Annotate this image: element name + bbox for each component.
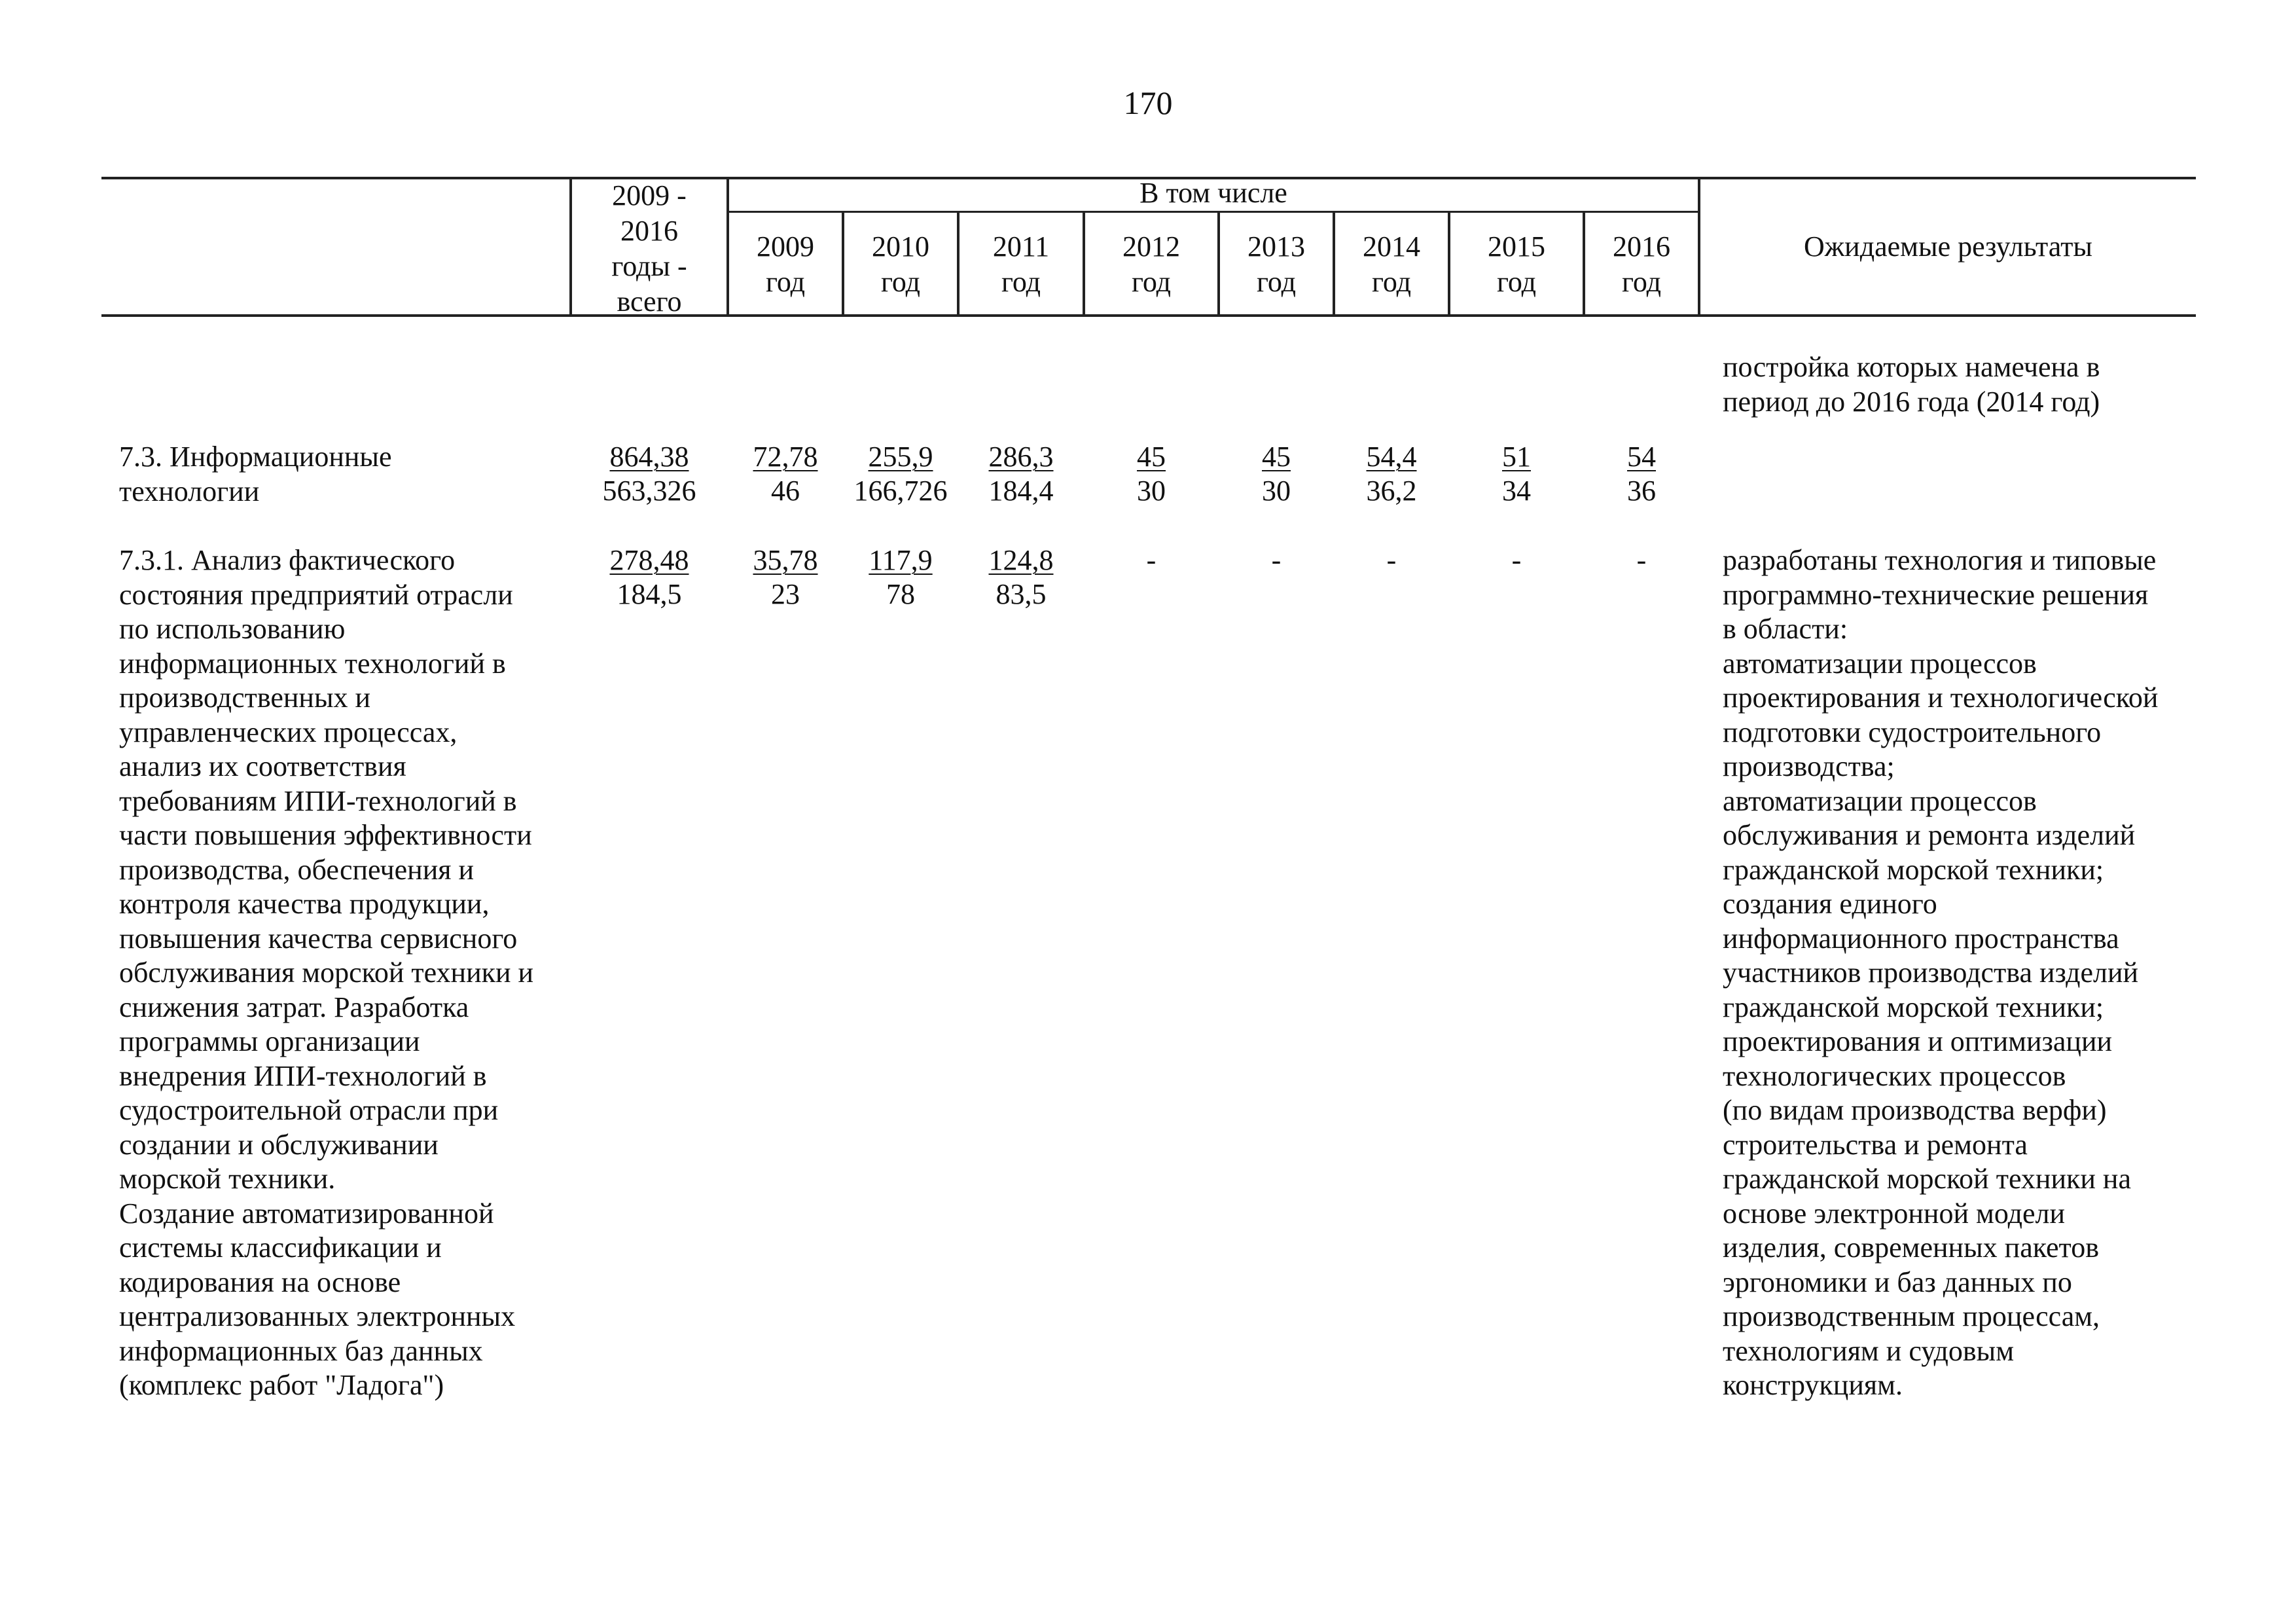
result-line: проектирования и технологической: [1723, 682, 2159, 714]
row-7-3-1-name: [119, 543, 590, 1403]
row-name-line: производственных и: [119, 682, 371, 714]
row-name-line: морской техники.: [119, 1163, 336, 1195]
header-year-unit: год: [1131, 266, 1172, 298]
row-7-3-2015: [1450, 440, 1583, 508]
row-name-line: по использованию: [119, 613, 346, 645]
row-7-3-2010: [844, 440, 957, 508]
result-line: автоматизации процессов: [1723, 647, 2037, 680]
result-line: гражданской морской техники на: [1723, 1163, 2131, 1195]
row-7-3-2012: [1085, 440, 1217, 508]
fraction-numerator: 117,9: [869, 544, 933, 576]
fraction-denominator: 36: [1627, 475, 1656, 507]
row-name-line: информационных технологий в: [119, 647, 506, 680]
including-underline-rule: [726, 211, 1698, 213]
result-line: программно-технические решения: [1723, 578, 2149, 611]
fraction-denominator: 78: [886, 578, 915, 610]
header-year-unit: год: [1256, 266, 1297, 298]
row-name-line: судостроительной отрасли при: [119, 1094, 499, 1126]
header-year-value: 2009: [757, 230, 814, 263]
result-line: разработаны технология и типовые: [1723, 544, 2157, 576]
row-7-3-total: [572, 440, 726, 508]
row-name-line: технологии: [119, 475, 260, 507]
fraction-numerator: 72,78: [753, 441, 818, 473]
header-year-unit: год: [880, 266, 921, 298]
row-name-line: повышения качества сервисного: [119, 922, 518, 955]
row-name-line: информационных баз данных: [119, 1334, 483, 1367]
row-7-3-2016: [1585, 440, 1698, 508]
row-name-line: (комплекс работ "Ладога"): [119, 1369, 444, 1401]
header-year-2015: [1450, 229, 1583, 300]
fraction-numerator: 54,4: [1366, 441, 1417, 473]
row-name-line: кодирования на основе: [119, 1266, 401, 1298]
header-year-value: 2015: [1488, 230, 1545, 263]
fraction-numerator: 45: [1137, 441, 1166, 473]
row-7-3-2014: [1335, 440, 1448, 508]
header-year-unit: год: [765, 266, 806, 298]
fraction-numerator: 54: [1627, 441, 1656, 473]
continuation-text: [1723, 350, 2259, 419]
fraction-denominator: 34: [1502, 475, 1531, 507]
row-7-3-1-total: [572, 543, 726, 611]
row-7-3-1-results: [1723, 543, 2259, 1403]
result-line: эргономики и баз данных по: [1723, 1266, 2072, 1298]
row-name-line: снижения затрат. Разработка: [119, 991, 469, 1023]
row-name-line: 7.3.1. Анализ фактического: [119, 544, 456, 576]
row-7-3-name: [119, 440, 590, 509]
fraction-numerator: 45: [1262, 441, 1291, 473]
result-line: производственным процессам,: [1723, 1300, 2100, 1332]
row-name-line: производства, обеспечения и: [119, 853, 475, 886]
result-line: участников производства изделий: [1723, 957, 2139, 989]
row-name-line: управленческих процессах,: [119, 716, 457, 748]
row-name-line: анализ их соответствия: [119, 750, 406, 782]
page-number: 170: [1123, 84, 1173, 121]
header-year-value: 2010: [872, 230, 929, 263]
row-name-line: создании и обслуживании: [119, 1128, 439, 1161]
header-total-line-3: годы -: [611, 250, 687, 282]
header-year-2013: [1220, 229, 1333, 300]
table-header-bottom-rule: [101, 314, 2196, 317]
result-line: технологиям и судовым: [1723, 1334, 2015, 1367]
header-year-unit: год: [1371, 266, 1412, 298]
result-line: основе электронной модели: [1723, 1197, 2065, 1230]
row-7-3-1-2009: [729, 543, 842, 611]
row-name-line: контроля качества продукции,: [119, 888, 490, 920]
row-7-3-2013: [1220, 440, 1333, 508]
fraction-denominator: 36,2: [1366, 475, 1417, 507]
result-line: в области:: [1723, 613, 1848, 645]
result-line: информационного пространства: [1723, 922, 2119, 955]
result-line: производства;: [1723, 750, 1895, 782]
header-year-2010: [844, 229, 957, 300]
fraction-numerator: 864,38: [609, 441, 689, 473]
fraction-numerator: 286,3: [988, 441, 1054, 473]
header-year-2011: [960, 229, 1083, 300]
header-year-2012: [1085, 229, 1217, 300]
fraction-denominator: 46: [771, 475, 800, 507]
row-7-3-1-2012-dash: -: [1146, 544, 1157, 576]
fraction-numerator: 278,48: [609, 544, 689, 576]
header-total-line-2: 2016: [620, 215, 678, 247]
row-name-line: системы классификации и: [119, 1231, 442, 1264]
result-line: изделия, современных пакетов: [1723, 1231, 2099, 1264]
row-7-3-1-2011: [960, 543, 1083, 611]
header-year-value: 2011: [992, 230, 1050, 263]
header-total-line-1: 2009 -: [612, 179, 687, 211]
fraction-denominator: 23: [771, 578, 800, 610]
result-line: подготовки судостроительного: [1723, 716, 2102, 748]
result-line: автоматизации процессов: [1723, 784, 2037, 817]
fraction-denominator: 184,4: [988, 475, 1054, 507]
continuation-line: период до 2016 года (2014 год): [1723, 385, 2100, 418]
fraction-numerator: 124,8: [988, 544, 1054, 576]
row-name-line: части повышения эффективности: [119, 819, 532, 851]
row-7-3-2009: [729, 440, 842, 508]
header-year-2009: [729, 229, 842, 300]
header-year-unit: год: [1496, 266, 1537, 298]
fraction-denominator: 30: [1262, 475, 1291, 507]
fraction-numerator: 35,78: [753, 544, 818, 576]
row-7-3-1-2010: [844, 543, 957, 611]
row-name-line: требованиям ИПИ-технологий в: [119, 784, 517, 817]
header-year-2014: [1335, 229, 1448, 300]
header-results: Ожидаемые результаты: [1804, 230, 2092, 263]
result-line: гражданской морской техники;: [1723, 991, 2104, 1023]
result-line: гражданской морской техники;: [1723, 853, 2104, 886]
row-name-line: 7.3. Информационные: [119, 441, 392, 473]
header-year-value: 2014: [1363, 230, 1420, 263]
result-line: строительства и ремонта: [1723, 1128, 2028, 1161]
result-line: конструкциям.: [1723, 1369, 1903, 1401]
result-line: обслуживания и ремонта изделий: [1723, 819, 2136, 851]
header-year-2016: [1585, 229, 1698, 300]
header-total-line-4: всего: [617, 285, 682, 318]
result-line: проектирования и оптимизации: [1723, 1025, 2113, 1057]
fraction-denominator: 184,5: [617, 578, 682, 610]
row-7-3-1-2014-dash: -: [1386, 544, 1397, 576]
fraction-denominator: 166,726: [853, 475, 948, 507]
row-name-line: централизованных электронных: [119, 1300, 516, 1332]
result-line: (по видам производства верфи): [1723, 1094, 2107, 1126]
header-including: В том числе: [1139, 177, 1287, 209]
result-line: технологических процессов: [1723, 1059, 2066, 1092]
fraction-denominator: 30: [1137, 475, 1166, 507]
header-year-unit: год: [1001, 266, 1041, 298]
header-year-value: 2016: [1613, 230, 1670, 263]
row-7-3-1-2015-dash: -: [1511, 544, 1522, 576]
row-name-line: программы организации: [119, 1025, 420, 1057]
fraction-numerator: 255,9: [868, 441, 933, 473]
row-7-3-2011: [960, 440, 1083, 508]
row-name-line: внедрения ИПИ-технологий в: [119, 1059, 487, 1092]
result-line: создания единого: [1723, 888, 1937, 920]
row-name-line: состояния предприятий отрасли: [119, 578, 513, 611]
row-name-line: Создание автоматизированной: [119, 1197, 494, 1230]
fraction-denominator: 83,5: [996, 578, 1047, 610]
row-name-line: обслуживания морской техники и: [119, 957, 534, 989]
row-7-3-1-2016-dash: -: [1636, 544, 1647, 576]
row-7-3-1-2013-dash: -: [1271, 544, 1282, 576]
continuation-line: постройка которых намечена в: [1723, 351, 2100, 383]
fraction-numerator: 51: [1502, 441, 1531, 473]
fraction-denominator: 563,326: [602, 475, 696, 507]
header-year-unit: год: [1621, 266, 1662, 298]
header-year-value: 2012: [1122, 230, 1180, 263]
header-total: [572, 178, 726, 319]
header-year-value: 2013: [1247, 230, 1305, 263]
